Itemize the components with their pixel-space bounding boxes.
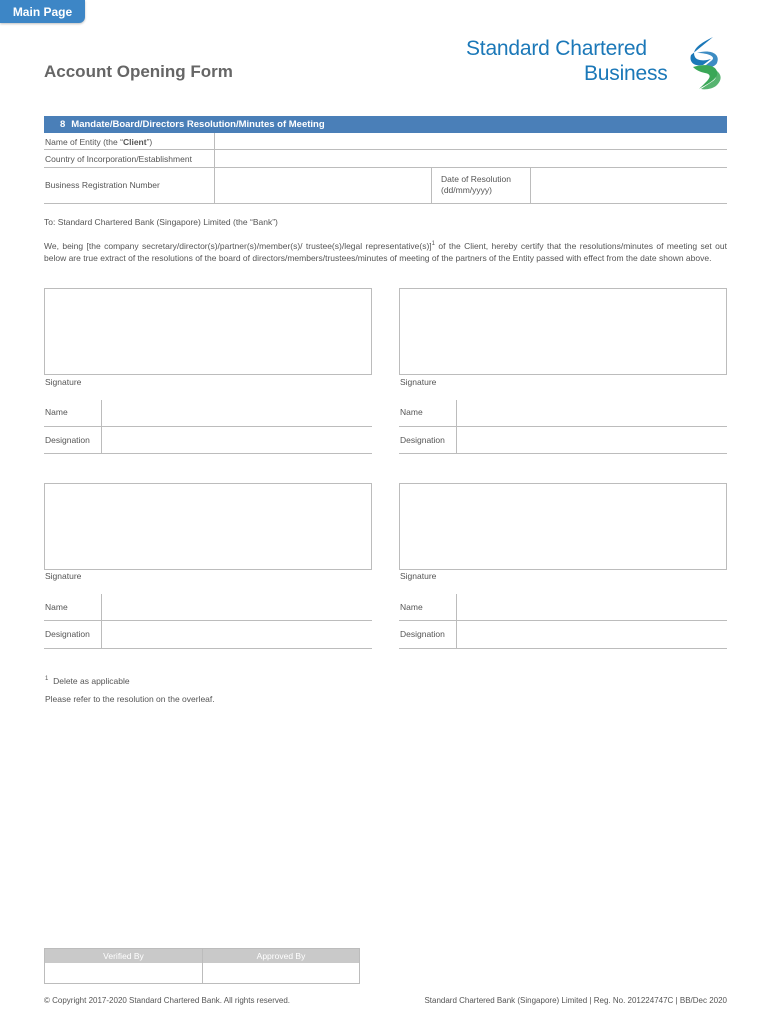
verification-table — [44, 948, 360, 984]
footnote: $^1$ Delete as applicable — [45, 676, 130, 686]
logo-text-line2: Business — [584, 62, 668, 85]
addressee-text: To: Standard Chartered Bank (Singapore) Limited (the “Bank”) — [44, 217, 278, 227]
registration-text: Standard Chartered Bank (Singapore) Limited | Reg. No. 201224747C | BB/Dec 2020 — [424, 996, 727, 1005]
overleaf-note: Please refer to the resolution on the overleaf. — [45, 694, 215, 704]
signature-box[interactable] — [44, 483, 372, 570]
section-title: Mandate/Board/Directors Resolution/Minutes of Meeting — [71, 119, 325, 130]
designation-field[interactable] — [457, 621, 727, 648]
verified-by-header: Verified By — [45, 949, 202, 963]
section-number: 8 — [60, 119, 66, 130]
row-divider — [44, 203, 727, 204]
row-divider — [399, 648, 727, 649]
entity-name-label: Name of Entity (the “Client”) — [45, 137, 153, 147]
standard-chartered-logo-icon — [683, 35, 727, 91]
approved-by-field[interactable] — [203, 963, 359, 983]
form-title: Account Opening Form — [44, 62, 233, 81]
name-field[interactable] — [102, 594, 372, 620]
country-label: Country of Incorporation/Establishment — [45, 154, 192, 164]
designation-field[interactable] — [102, 621, 372, 648]
copyright-text: © Copyright 2017-2020 Standard Chartered Bank. All rights reserved. — [44, 996, 291, 1005]
signature-box[interactable] — [399, 288, 727, 375]
section-header — [44, 116, 727, 133]
name-label: Name — [400, 407, 423, 417]
signature-box[interactable] — [399, 483, 727, 570]
approved-by-header: Approved By — [203, 949, 359, 963]
name-field[interactable] — [102, 400, 372, 426]
main-page-button[interactable]: Main Page — [0, 0, 85, 23]
brn-field[interactable] — [215, 168, 430, 203]
country-field[interactable] — [215, 150, 727, 167]
date-of-resolution-field[interactable] — [531, 168, 727, 203]
verified-by-field[interactable] — [45, 963, 202, 983]
row-divider — [399, 453, 727, 454]
name-label: Name — [45, 602, 68, 612]
brn-label: Business Registration Number — [45, 180, 160, 190]
name-label: Name — [45, 407, 68, 417]
row-divider — [44, 453, 372, 454]
designation-field[interactable] — [102, 427, 372, 453]
name-field[interactable] — [457, 594, 727, 620]
name-label: Name — [400, 602, 423, 612]
signature-label: Signature — [400, 377, 437, 387]
logo-text-line1: Standard Chartered — [466, 37, 647, 60]
designation-field[interactable] — [457, 427, 727, 453]
row-divider — [44, 648, 372, 649]
entity-name-field[interactable] — [215, 133, 727, 149]
designation-label: Designation — [45, 629, 90, 639]
designation-label: Designation — [45, 435, 90, 445]
signature-label: Signature — [400, 571, 437, 581]
signature-box[interactable] — [44, 288, 372, 375]
date-of-resolution-label: Date of Resolution (dd/mm/yyyy) — [441, 174, 511, 195]
signature-label: Signature — [45, 571, 82, 581]
designation-label: Designation — [400, 435, 445, 445]
certification-text: We, being [the company secretary/director(s)/partner(s)/member(s)/ trustee(s)/legal representative(s)]$^1$ of the Client, hereby certify that the resolutions/minutes of meeting set out below are true extract of the resolutions of the board of directors/members/trustees/minutes of meeting of the partners of the Entity passed with effect from the date shown above. — [44, 240, 727, 263]
designation-label: Designation — [400, 629, 445, 639]
signature-label: Signature — [45, 377, 82, 387]
date-divider-left — [431, 168, 432, 203]
name-field[interactable] — [457, 400, 727, 426]
